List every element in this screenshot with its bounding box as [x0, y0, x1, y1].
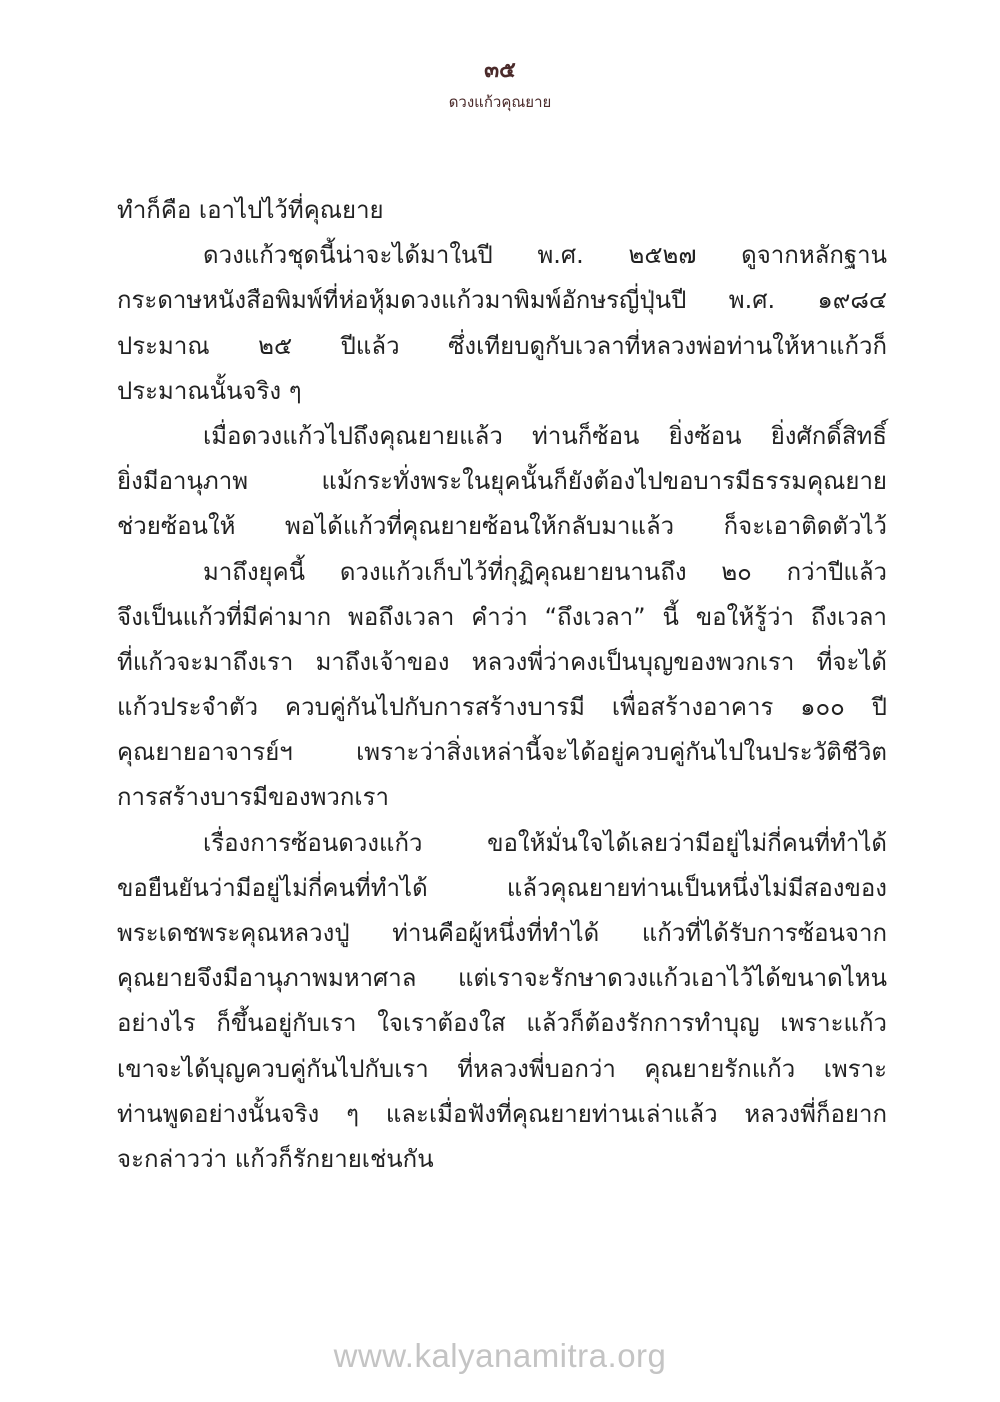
paragraph-line: ยิ่งมีอานุภาพ แม้กระทั่งพระในยุคนั้นก็ยังต้องไปขอบารมีธรรมคุณยาย — [117, 467, 887, 496]
paragraph-line: พระเดชพระคุณหลวงปู่ ท่านคือผู้หนึ่งที่ทำได้ แก้วที่ได้รับการซ้อนจาก — [117, 919, 887, 947]
paragraph-line: จะกล่าวว่า แก้วก็รักยายเช่นกัน — [117, 1144, 434, 1173]
paragraph-line: ประมาณ ๒๕ ปีแล้ว ซึ่งเทียบดูกับเวลาที่หลวงพ่อท่านให้หาแก้วก็ — [117, 331, 887, 360]
footer-website-url: www.kalyanamitra.org — [333, 1337, 667, 1374]
paragraph-line: ช่วยซ้อนให้ พอได้แก้วที่คุณยายซ้อนให้กลับมาแล้ว ก็จะเอาติดตัวไว้ — [117, 512, 887, 541]
running-title: ดวงแก้วคุณยาย — [448, 93, 552, 111]
paragraph-line: กระดาษหนังสือพิมพ์ที่ห่อหุ้มดวงแก้วมาพิมพ์อักษรญี่ปุ่นปี พ.ศ. ๑๙๘๔ — [117, 286, 887, 315]
body-text — [117, 188, 887, 1182]
paragraph-line: มาถึงยุคนี้ ดวงแก้วเก็บไว้ที่กุฏิคุณยายนานถึง ๒๐ กว่าปีแล้ว — [203, 557, 887, 586]
paragraph-line: ท่านพูดอย่างนั้นจริง ๆ และเมื่อฟังที่คุณยายท่านเล่าแล้ว หลวงพี่ก็อยาก — [117, 1099, 887, 1128]
paragraph-line: ประมาณนั้นจริง ๆ — [117, 376, 302, 405]
paragraph-line: ดวงแก้วชุดนี้น่าจะได้มาในปี พ.ศ. ๒๕๒๗ ดูจากหลักฐาน — [203, 241, 887, 270]
paragraph-line: ทำก็คือ เอาไปไว้ที่คุณยาย — [117, 196, 384, 224]
page-number: ๓๕ — [484, 58, 516, 83]
paragraph-line: คุณยายจึงมีอานุภาพมหาศาล แต่เราจะรักษาดวงแก้วเอาไว้ได้ขนาดไหน — [117, 964, 887, 993]
paragraph-line: แก้วประจำตัว ควบคู่กันไปกับการสร้างบารมี เพื่อสร้างอาคาร ๑๐๐ ปี — [117, 693, 887, 722]
paragraph-line: เรื่องการซ้อนดวงแก้ว ขอให้มั่นใจได้เลยว่ามีอยู่ไม่กี่คนที่ทำได้ — [203, 828, 887, 857]
paragraph-line: จึงเป็นแก้วที่มีค่ามาก พอถึงเวลา คำว่า “ถึงเวลา” นี้ ขอให้รู้ว่า ถึงเวลา — [117, 602, 887, 631]
paragraph-line: การสร้างบารมีของพวกเรา — [117, 783, 389, 812]
paragraph-line: ที่แก้วจะมาถึงเรา มาถึงเจ้าของ หลวงพี่ว่าคงเป็นบุญของพวกเรา ที่จะได้ — [117, 647, 887, 676]
paragraph-line: คุณยายอาจารย์ฯ เพราะว่าสิ่งเหล่านี้จะได้อยู่ควบคู่กันไปในประวัติชีวิต — [117, 738, 887, 767]
paragraph-line: เมื่อดวงแก้วไปถึงคุณยายแล้ว ท่านก็ซ้อน ยิ่งซ้อน ยิ่งศักดิ์สิทธิ์ — [203, 421, 887, 450]
paragraph-line: ขอยืนยันว่ามีอยู่ไม่กี่คนที่ทำได้ แล้วคุณยายท่านเป็นหนึ่งไม่มีสองของ — [117, 873, 887, 902]
paragraph-line: เขาจะได้บุญควบคู่กันไปกับเรา ที่หลวงพี่บอกว่า คุณยายรักแก้ว เพราะ — [117, 1054, 887, 1083]
paragraph-line: อย่างไร ก็ขึ้นอยู่กับเรา ใจเราต้องใส แล้วก็ต้องรักการทำบุญ เพราะแก้ว — [117, 1009, 887, 1038]
